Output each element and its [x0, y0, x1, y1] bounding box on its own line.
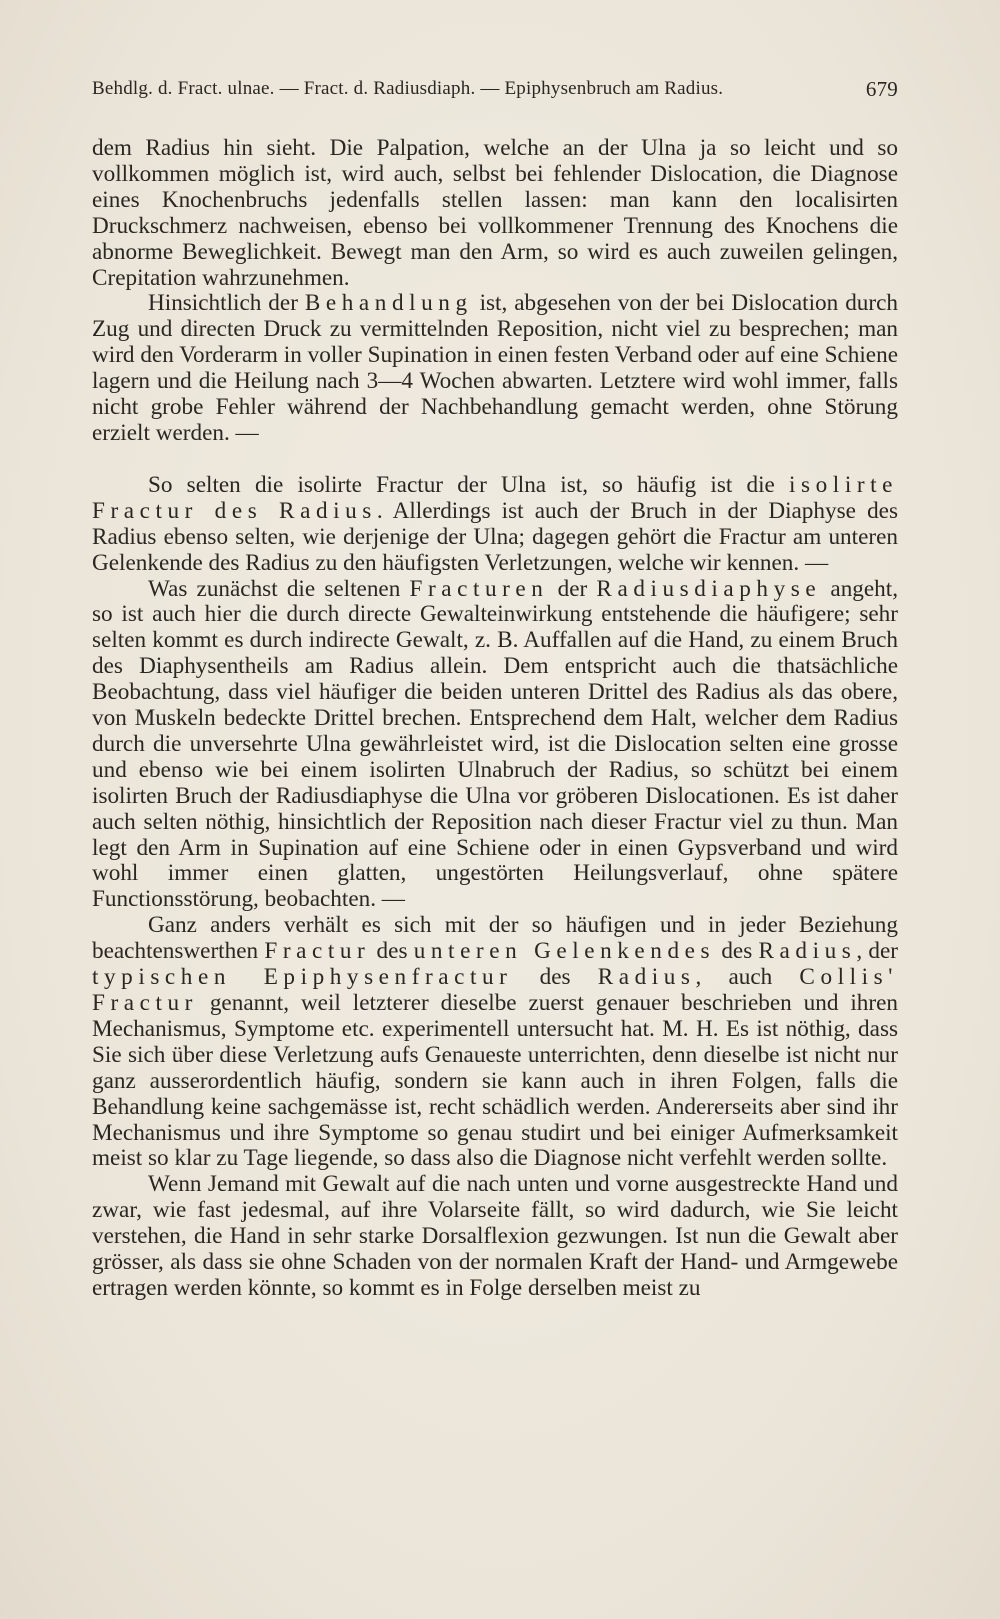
body-text	[92, 136, 898, 1302]
text-run: der	[548, 575, 597, 602]
text-run: So selten die isolirte Fractur der Ulna ist, so häufig ist die	[148, 471, 790, 498]
text-run: . Allerdings ist auch der Bruch in der Diaphyse des Radius ebenso selten, wie derjenige der Ulna; dagegen gehört die Fractur am unteren Gelenkende des Radius zu den häufigsten Verletzungen, welche wir kennen. —	[92, 497, 898, 576]
emphasized-term: typischen Epiphysenfractur	[92, 964, 513, 991]
emphasized-term: unteren Gelenkendes	[413, 938, 716, 965]
running-head	[92, 78, 898, 108]
text-run: , der	[856, 938, 899, 965]
text-run: des	[512, 964, 598, 991]
emphasized-term: Radiusdiaphyse	[596, 575, 822, 602]
emphasized-term: Radius	[758, 938, 857, 965]
text-run: Wenn Jemand mit Gewalt auf die nach unten und vorne ausgestreckte Hand und zwar, wie fast jedesmal, auf ihre Volarseite fällt, so wird dadurch, wie Sie leicht verstehen, die Hand in sehr starke Dorsalflexion gezwungen. Ist nun die Gewalt aber grösser, als dass sie ohne Schaden von der normalen Kraft der Hand- und Armgewebe ertragen werden könnte, so kommt es in Folge derselben meist zu	[92, 1171, 898, 1301]
paragraph-2	[92, 291, 898, 446]
paragraph-6	[92, 1172, 898, 1302]
paragraph-4	[92, 577, 898, 914]
emphasized-term: Radius	[597, 964, 696, 991]
text-run: Was zunächst die seltenen	[148, 575, 410, 602]
text-run: , auch	[695, 964, 800, 991]
emphasized-term: Fractur	[264, 938, 371, 965]
text-run: genannt, weil letzterer dieselbe zuerst genauer beschrieben und ihren Mechanismus, Symptome etc. experimentell untersucht hat. M. H. Es ist nöthig, dass Sie sich über diese Verletzung aufs Genaueste unterrichten, denn dieselbe ist nicht nur ganz ausserordentlich häufig, sondern sie kann auch in ihren Folgen, falls die Behandlung keine sachgemässe ist, recht schädlich werden. Andererseits aber sind ihr Mechanismus und ihre Symptome so genau studirt und bei einiger Aufmerksamkeit meist so klar zu Tage liegende, so dass also die Diagnose nicht verfehlt werden sollte.	[92, 990, 898, 1172]
running-head-title: Behdlg. d. Fract. ulnae. — Fract. d. Radiusdiaph. — Epiphysenbruch am Radius.	[92, 78, 724, 99]
text-run: des	[370, 938, 414, 965]
text-run: Hinsichtlich der	[148, 290, 305, 317]
text-run: angeht, so ist auch hier die durch directe Gewalteinwirkung entstehende die häufigere; sehr selten kommt es durch indirecte Gewalt, z. B. Auffallen auf die Hand, zu einem Bruch des Diaphysentheils am Radius allein. Dem entspricht auch die thatsächliche Beobachtung, dass viel häufiger die beiden unteren Drittel des Radius als das obere, von Muskeln bedeckte Drittel brechen. Entsprechend dem Halt, welcher dem Radius durch die unversehrte Ulna gewährleistet wird, ist die Dislocation selten eine grosse und ebenso wie bei einem isolirten Ulnabruch der Radius, so schützt bei einem isolirten Bruch der Radiusdiaphyse die Ulna vor gröberen Dislocationen. Es ist daher auch selten nöthig, hinsichtlich der Reposition nach dieser Fractur viel zu thun. Man legt den Arm in Supination auf eine Schiene oder in einen Gypsverband und wird wohl immer einen glatten, ungestörten Heilungsverlauf, ohne spätere Functionsstörung, beobachten. —	[92, 575, 899, 913]
paragraph-3	[92, 473, 898, 577]
page-number: 679	[865, 77, 898, 101]
paragraph-5	[92, 913, 898, 1172]
emphasized-term: Collis' Fractur	[92, 964, 898, 1016]
text-run: des	[715, 938, 759, 965]
text-run: dem Radius hin sieht. Die Palpation, welche an der Ulna ja so leicht und so vollkommen möglich ist, wird auch, selbst bei fehlender Dislocation, die Diagnose eines Knochenbruchs jedenfalls stellen lassen: man kann den localisirten Druckschmerz nachweisen, ebenso bei vollkommener Trennung des Knochens die abnorme Beweglichkeit. Bewegt man den Arm, so wird es auch zuweilen gelingen, Crepitation wahrzunehmen.	[92, 135, 898, 291]
text-run: Ganz anders verhält es sich mit der so häufigen und in jeder Beziehung beachtenswerthen	[92, 912, 898, 965]
emphasized-term: Behandlung	[304, 290, 473, 317]
emphasized-term: isolirte Fractur des Radius	[92, 471, 898, 524]
paragraph-1	[92, 136, 898, 291]
emphasized-term: Fracturen	[409, 575, 549, 602]
text-run: ist, abgesehen von der bei Dislocation durch Zug und directen Druck zu vermittelnden Reposition, nicht viel zu besprechen; man wird den Vorderarm in voller Supination in einen festen Verband oder auf eine Schiene lagern und die Heilung nach 3—4 Wochen abwarten. Letztere wird wohl immer, falls nicht grobe Fehler während der Nachbehandlung gemacht werden, ohne Störung erzielt werden. —	[92, 290, 899, 446]
